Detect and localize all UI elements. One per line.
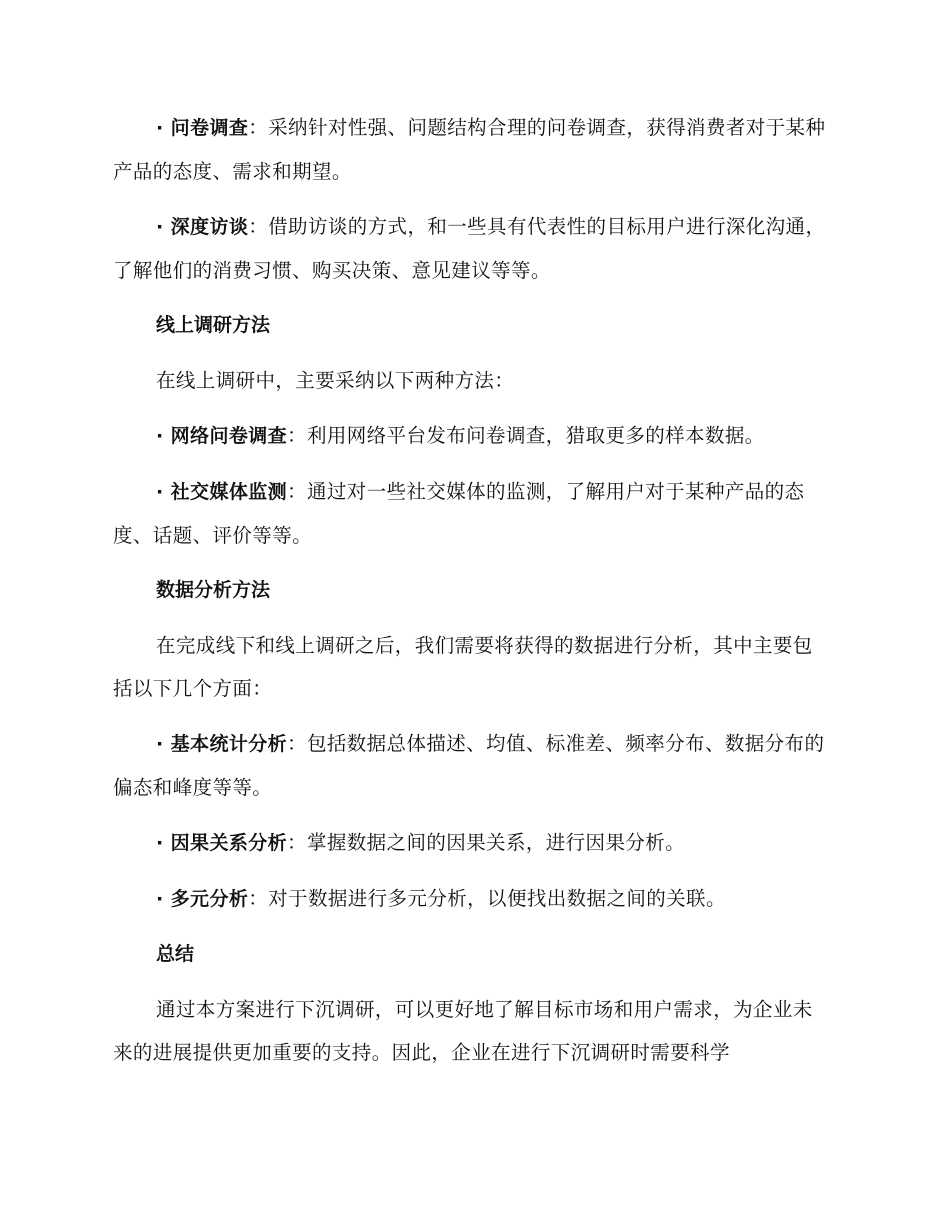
bullet-term: · 多元分析: [156, 888, 249, 910]
paragraph-online-intro: 在线上调研中，主要采纳以下两种方法：: [156, 369, 515, 392]
bullet-basic-statistics: [113, 722, 829, 809]
bullet-term: · 因果关系分析: [156, 832, 288, 854]
bullet-marker: ·: [156, 888, 171, 910]
bullet-marker: ·: [156, 481, 171, 503]
document-body: [113, 106, 829, 1086]
bullet-in-depth-interview: [113, 205, 829, 292]
bullet-term: · 基本统计分析: [156, 733, 288, 755]
paragraph-summary: 通过本方案进行下沉调研，可以更好地了解目标市场和用户需求，为企业未来的进展提供更加重要的支持。因此，企业在进行下沉调研时需要科学: [113, 998, 813, 1064]
bullet-questionnaire: [113, 106, 829, 193]
bullet-marker: ·: [156, 216, 171, 238]
bullet-term: · 网络问卷调查: [156, 425, 288, 447]
bullet-text: ：采纳针对性强、问题结构合理的问卷调查，获得消费者对于某种产品的态度、需求和期望。: [113, 116, 826, 183]
bullet-text: ：借助访谈的方式，和一些具有代表性的目标用户进行深化沟通，了解他们的消费习惯、购买决策、意见建议等等。: [113, 215, 826, 282]
bullet-term: · 问卷调查: [156, 117, 249, 139]
bullet-text: ：包括数据总体描述、均值、标准差、频率分布、数据分布的偏态和峰度等等。: [113, 732, 825, 799]
section-heading-online-methods: 线上调研方法: [156, 314, 271, 336]
bullet-text: ：通过对一些社交媒体的监测，了解用户对于某种产品的态度、话题、评价等等。: [113, 480, 805, 547]
bullet-causal-analysis: [113, 821, 829, 865]
bullet-text: ：利用网络平台发布问卷调查，猎取更多的样本数据。: [287, 424, 765, 447]
bullet-social-media-monitoring: [113, 470, 829, 557]
bullet-text: ：对于数据进行多元分析，以便找出数据之间的关联。: [248, 887, 726, 910]
bullet-online-questionnaire: [113, 414, 829, 458]
bullet-marker: ·: [156, 117, 171, 139]
bullet-term: · 社交媒体监测: [156, 481, 288, 503]
paragraph-analysis-intro: 在完成线下和线上调研之后，我们需要将获得的数据进行分析，其中主要包括以下几个方面：: [113, 634, 813, 700]
bullet-marker: ·: [156, 733, 171, 755]
bullet-term: · 深度访谈: [156, 216, 249, 238]
section-heading-summary: 总结: [156, 943, 195, 965]
bullet-multivariate-analysis: [113, 877, 829, 921]
bullet-marker: ·: [156, 425, 171, 447]
bullet-text: ：掌握数据之间的因果关系，进行因果分析。: [287, 831, 686, 854]
bullet-marker: ·: [156, 832, 171, 854]
section-heading-data-analysis: 数据分析方法: [156, 579, 271, 601]
